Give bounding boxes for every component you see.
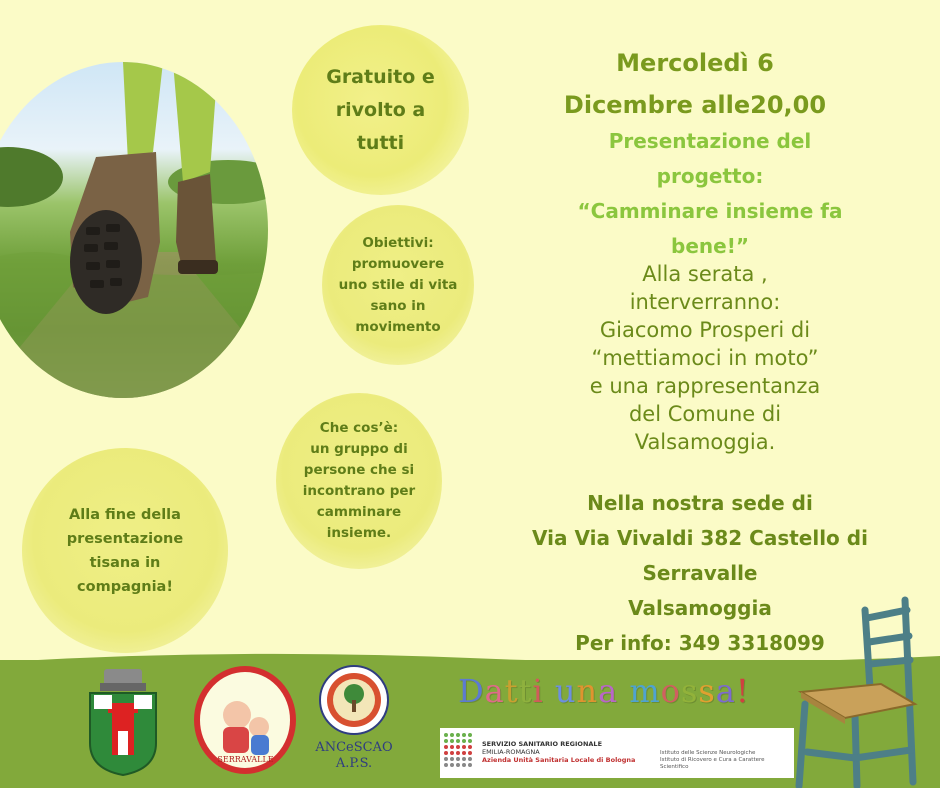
ssr-line: SERVIZIO SANITARIO REGIONALE — [482, 740, 603, 748]
what-line: camminare — [316, 504, 402, 520]
walking-boots-illustration — [0, 62, 268, 398]
datti-letter: ! — [735, 672, 750, 710]
health-service-logo — [440, 728, 794, 778]
speakers-line: interverranno: — [629, 290, 781, 314]
chair-illustration — [795, 592, 935, 788]
what-line: Che cos’è: — [319, 420, 399, 436]
speakers-line: “mettiamoci in moto” — [591, 346, 819, 370]
ancescao-logo-emblem — [318, 664, 390, 736]
free-line: Gratuito e — [326, 65, 435, 88]
what-line: insieme. — [326, 525, 392, 541]
datti-letter — [544, 672, 555, 710]
what-line: persone che si — [303, 462, 415, 478]
datti-letter: D — [458, 672, 485, 710]
datti-una-mossa-logo — [458, 672, 750, 710]
date-line: Mercoledì 6 — [616, 49, 774, 77]
isn-line: Istituto di Ricovero e Cura a Carattere Scientifico — [660, 757, 765, 770]
ssr-line: Azienda Unità Sanitaria Locale di Bologna — [482, 756, 636, 764]
datti-letter: o — [660, 672, 681, 710]
presentation-line: “Camminare insieme fa — [577, 199, 843, 223]
speakers-line: e una rappresentanza — [589, 374, 821, 398]
venue-line: Valsamoggia — [628, 596, 772, 620]
goals-line: sano in — [370, 297, 426, 314]
datti-letter: a — [598, 672, 619, 710]
datti-letter: t — [518, 672, 533, 710]
what-bubble — [276, 393, 442, 569]
datti-letter — [618, 672, 629, 710]
isn-text — [660, 750, 794, 771]
datti-letter: s — [680, 672, 699, 710]
presentation-line: Presentazione del — [608, 129, 812, 153]
venue-phone: Per info: 349 3318099 — [575, 631, 825, 655]
free-line: tutti — [356, 131, 405, 154]
datti-letter: t — [504, 672, 519, 710]
date-line: Dicembre alle20,00 — [563, 91, 827, 119]
social-center-bottom-text: SERRAVALLE — [217, 755, 274, 764]
speakers-text — [520, 260, 890, 456]
goals-line: Obiettivi: — [362, 234, 434, 251]
datti-letter: s — [698, 672, 716, 710]
speakers-line: del Comune di — [628, 402, 782, 426]
goals-line: movimento — [355, 318, 441, 335]
datti-letter: i — [532, 672, 544, 710]
isn-line: Istituto delle Scienze Neurologiche — [660, 750, 756, 756]
end-line: presentazione — [66, 530, 184, 547]
ssr-line: EMILIA-ROMAGNA — [482, 748, 540, 756]
coat-of-arms-logo — [82, 665, 164, 777]
ancescao-logo — [300, 740, 408, 772]
speakers-line: Alla serata , — [642, 262, 768, 286]
ancescao-aps: A.P.S. — [335, 756, 373, 771]
presentation-line: bene!” — [671, 234, 749, 258]
datti-letter: u — [554, 672, 577, 710]
end-line: tisana in — [89, 554, 161, 571]
end-line: compagnia! — [77, 578, 173, 595]
ssr-text — [482, 740, 635, 764]
end-line: Alla fine della — [69, 506, 181, 523]
datti-letter: a — [715, 672, 736, 710]
speakers-line: Valsamoggia. — [634, 430, 776, 454]
speakers-line: Giacomo Prosperi di — [599, 318, 811, 342]
walking-photo — [0, 62, 268, 398]
ssr-dots-icon — [442, 731, 476, 775]
free-line: rivolto a — [335, 98, 426, 121]
datti-letter: n — [576, 672, 599, 710]
what-line: incontrano per — [302, 483, 416, 499]
goals-line: promuovere — [351, 255, 445, 272]
datti-letter: m — [629, 672, 661, 710]
goals-line: uno stile di vita — [338, 276, 458, 293]
what-line: un gruppo di — [310, 441, 408, 457]
ancescao-name: ANCeSCAO — [315, 740, 393, 755]
event-date — [520, 42, 870, 126]
free-bubble — [292, 25, 469, 195]
venue-line: Via Via Vivaldi 382 Castello di — [532, 526, 868, 550]
goals-bubble — [322, 205, 474, 365]
presentation-title — [540, 124, 880, 264]
venue-line: Serravalle — [642, 561, 758, 585]
datti-letter: a — [484, 672, 505, 710]
end-bubble — [22, 448, 228, 653]
presentation-line: progetto: — [656, 164, 764, 188]
venue-line: Nella nostra sede di — [587, 491, 813, 515]
